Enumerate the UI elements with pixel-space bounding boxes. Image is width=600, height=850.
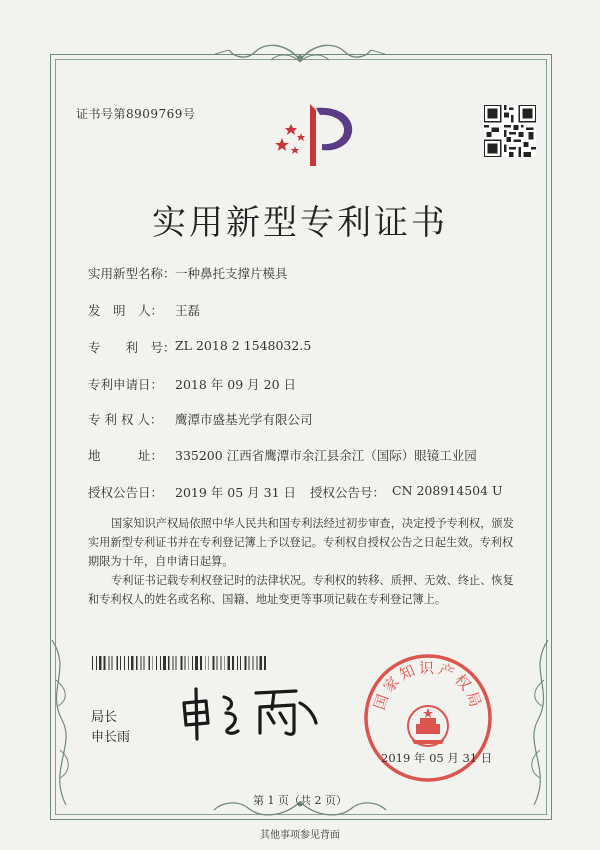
certificate-number: 证书号第8909769号	[76, 107, 196, 121]
grant-number-value: CN 208914504 U	[392, 483, 503, 498]
seal-text: 国家知识产权局	[370, 658, 486, 713]
qr-code-icon	[484, 105, 536, 157]
grant-number-label: 授权公告号：	[310, 485, 386, 500]
grant-statement-paragraph: 国家知识产权局依照中华人民共和国专利法经过初步审查，决定授予专利权，颁发实用新型专利证书并在专利登记簿上予以登记。专利权自授权公告之日起生效。专利权期限为十年，自申请日起算。	[88, 517, 514, 568]
seal-date: 2019 年 05 月 31 日	[381, 751, 493, 765]
patent-number-label: 专 利 号：	[88, 340, 176, 355]
cnipa-logo-icon	[268, 100, 358, 170]
utility-name-label: 实用新型名称：	[88, 266, 176, 281]
director-name: 申长雨	[91, 730, 131, 745]
filing-date-label: 专利申请日：	[88, 377, 164, 392]
director-signature	[176, 683, 321, 743]
director-title: 局长	[91, 710, 118, 725]
inventor-label: 发 明 人：	[88, 303, 164, 318]
right-ornament	[518, 640, 558, 810]
utility-name-value: 一种鼻托支撑片模具	[175, 266, 288, 281]
patentee-label: 专 利 权 人：	[88, 412, 163, 427]
national-emblem-icon	[408, 706, 448, 746]
barcode-icon	[92, 656, 270, 670]
inventor-value: 王磊	[175, 303, 201, 318]
patent-number-value: ZL 2018 2 1548032.5	[175, 338, 312, 353]
address-value: 335200 江西省鹰潭市余江县余江（国际）眼镜工业园	[175, 448, 477, 463]
filing-date-value: 2018 年 09 月 20 日	[175, 377, 296, 392]
patentee-value: 鹰潭市盛基光学有限公司	[175, 412, 313, 427]
grant-date-label: 授权公告日：	[88, 485, 164, 500]
svg-text:国家知识产权局	[370, 659, 485, 712]
page-indicator: 第 1 页（共 2 页）	[253, 794, 347, 807]
bottom-note: 其他事项参见背面	[260, 830, 340, 841]
address-label: 地 址：	[88, 448, 164, 463]
grant-date-value: 2019 年 05 月 31 日	[175, 485, 296, 500]
certificate-title: 实用新型专利证书	[152, 203, 448, 243]
legal-status-paragraph: 专利证书记载专利权登记时的法律状况。专利权的转移、质押、无效、终止、恢复和专利权人的姓名或名称、国籍、地址变更等事项记载在专利登记簿上。	[88, 574, 514, 606]
top-ornament	[215, 38, 385, 68]
left-ornament	[42, 640, 82, 810]
